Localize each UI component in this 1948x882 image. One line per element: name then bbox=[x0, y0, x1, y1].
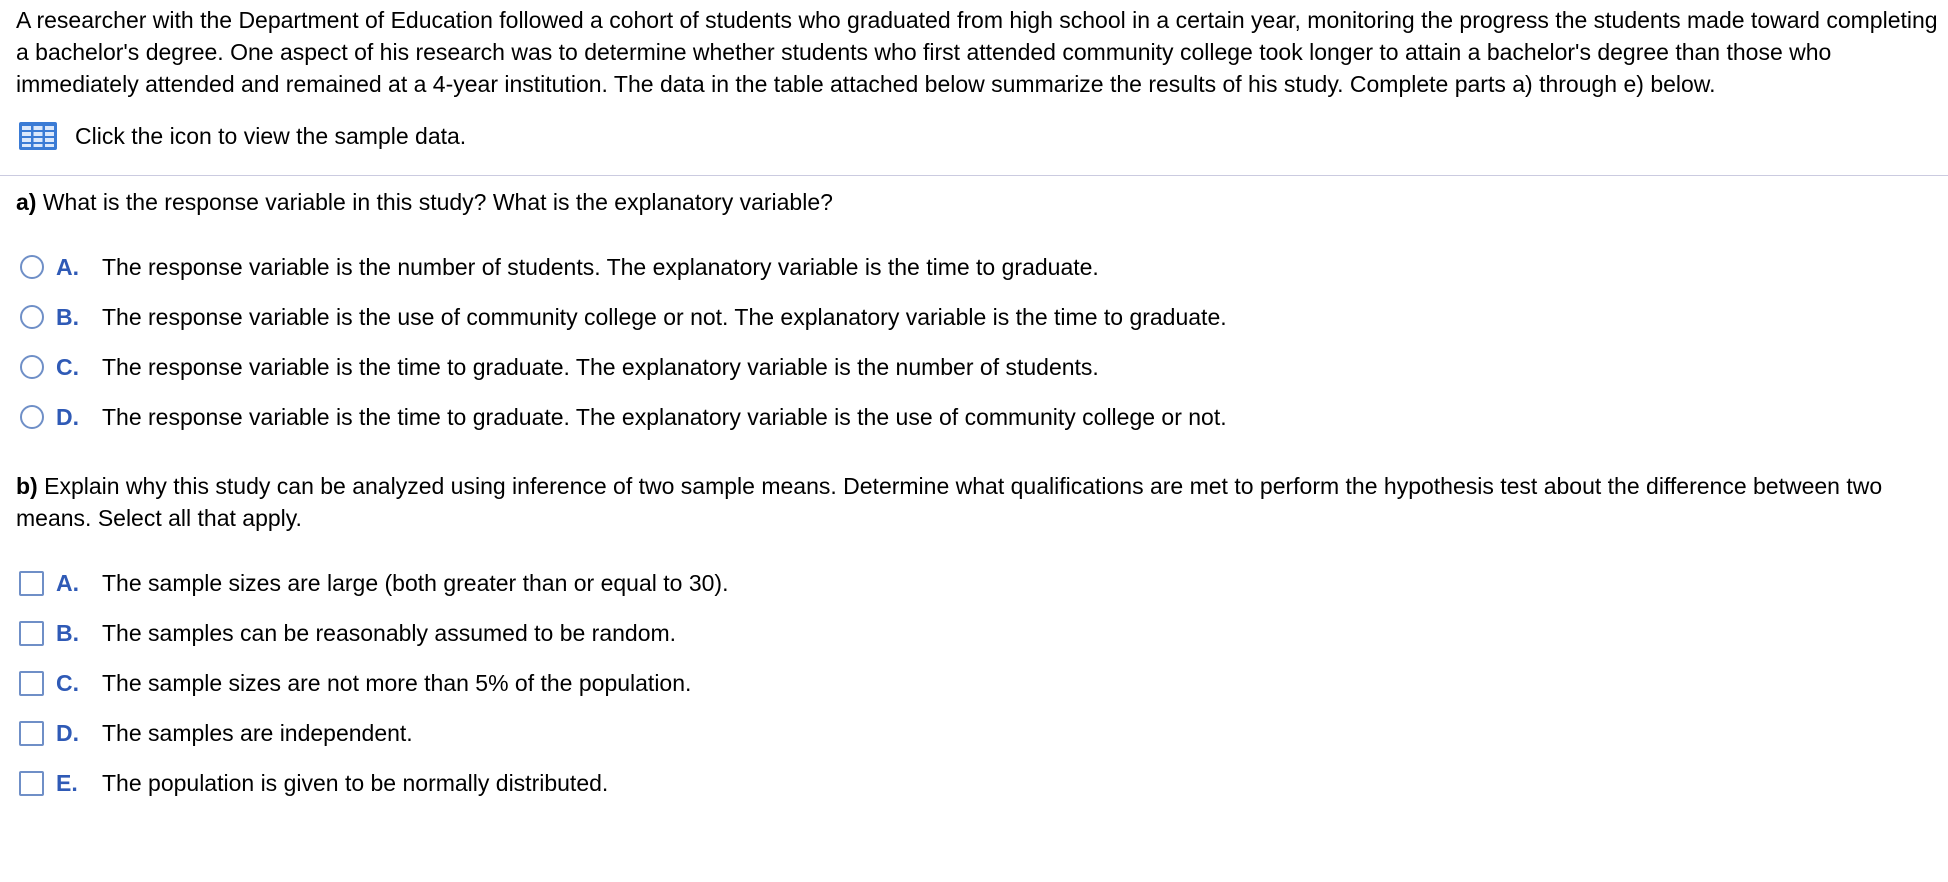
view-sample-data-label[interactable]: Click the icon to view the sample data. bbox=[75, 123, 467, 149]
checkbox[interactable] bbox=[19, 571, 44, 596]
part-b-question bbox=[16, 470, 1946, 534]
option-letter: A. bbox=[56, 254, 79, 280]
part-b-options bbox=[16, 558, 1948, 808]
table-icon[interactable] bbox=[18, 121, 58, 151]
part-b-option-e[interactable] bbox=[16, 758, 1948, 808]
option-text: The response variable is the time to graduate. The explanatory variable is the use of community college or not. bbox=[102, 404, 1227, 430]
part-a-label: a) bbox=[16, 189, 37, 215]
part-a-question bbox=[16, 186, 1946, 218]
problem-statement: A researcher with the Department of Education followed a cohort of students who graduated from high school in a certain year, monitoring the progress the students made toward completing a bachelor's degree. One aspect of his research was to determine whether students who first attended community college took longer to attain a bachelor's degree than those who immediately attended and remained at a 4-year institution. The data in the table attached below summarize the results of his study. Complete parts a) through e) below. bbox=[16, 7, 1938, 97]
checkbox[interactable] bbox=[19, 671, 44, 696]
part-a-options bbox=[16, 242, 1948, 442]
option-letter: D. bbox=[56, 404, 79, 430]
part-b-option-c[interactable] bbox=[16, 658, 1948, 708]
option-text: The samples are independent. bbox=[102, 720, 413, 746]
part-a-option-d[interactable] bbox=[16, 392, 1948, 442]
part-a-option-a[interactable] bbox=[16, 242, 1948, 292]
radio-button[interactable] bbox=[20, 305, 44, 329]
radio-button[interactable] bbox=[20, 255, 44, 279]
part-b-option-d[interactable] bbox=[16, 708, 1948, 758]
part-b-label: b) bbox=[16, 473, 38, 499]
option-text: The samples can be reasonably assumed to be random. bbox=[102, 620, 677, 646]
view-sample-data-link[interactable] bbox=[16, 119, 1948, 153]
option-letter: E. bbox=[56, 770, 78, 796]
option-letter: B. bbox=[56, 620, 79, 646]
option-letter: B. bbox=[56, 304, 79, 330]
part-b-text: Explain why this study can be analyzed using inference of two sample means. Determine what qualifications are met to perform the hypothesis test about the difference between two means. Select all that apply. bbox=[16, 473, 1883, 531]
option-text: The sample sizes are large (both greater than or equal to 30). bbox=[102, 570, 729, 596]
checkbox[interactable] bbox=[19, 721, 44, 746]
option-text: The response variable is the number of students. The explanatory variable is the time to graduate. bbox=[102, 254, 1099, 280]
option-text: The population is given to be normally distributed. bbox=[102, 770, 609, 796]
radio-button[interactable] bbox=[20, 355, 44, 379]
part-a-option-b[interactable] bbox=[16, 292, 1948, 342]
option-text: The response variable is the use of community college or not. The explanatory variable is the time to graduate. bbox=[102, 304, 1227, 330]
option-letter: C. bbox=[56, 354, 79, 380]
option-text: The response variable is the time to graduate. The explanatory variable is the number of students. bbox=[102, 354, 1099, 380]
checkbox[interactable] bbox=[19, 771, 44, 796]
part-a-text: What is the response variable in this study? What is the explanatory variable? bbox=[42, 189, 833, 215]
option-letter: A. bbox=[56, 570, 79, 596]
part-b-option-a[interactable] bbox=[16, 558, 1948, 608]
part-a-option-c[interactable] bbox=[16, 342, 1948, 392]
option-letter: D. bbox=[56, 720, 79, 746]
section-divider bbox=[0, 175, 1948, 176]
option-letter: C. bbox=[56, 670, 79, 696]
checkbox[interactable] bbox=[19, 621, 44, 646]
radio-button[interactable] bbox=[20, 405, 44, 429]
part-b-option-b[interactable] bbox=[16, 608, 1948, 658]
option-text: The sample sizes are not more than 5% of the population. bbox=[102, 670, 692, 696]
